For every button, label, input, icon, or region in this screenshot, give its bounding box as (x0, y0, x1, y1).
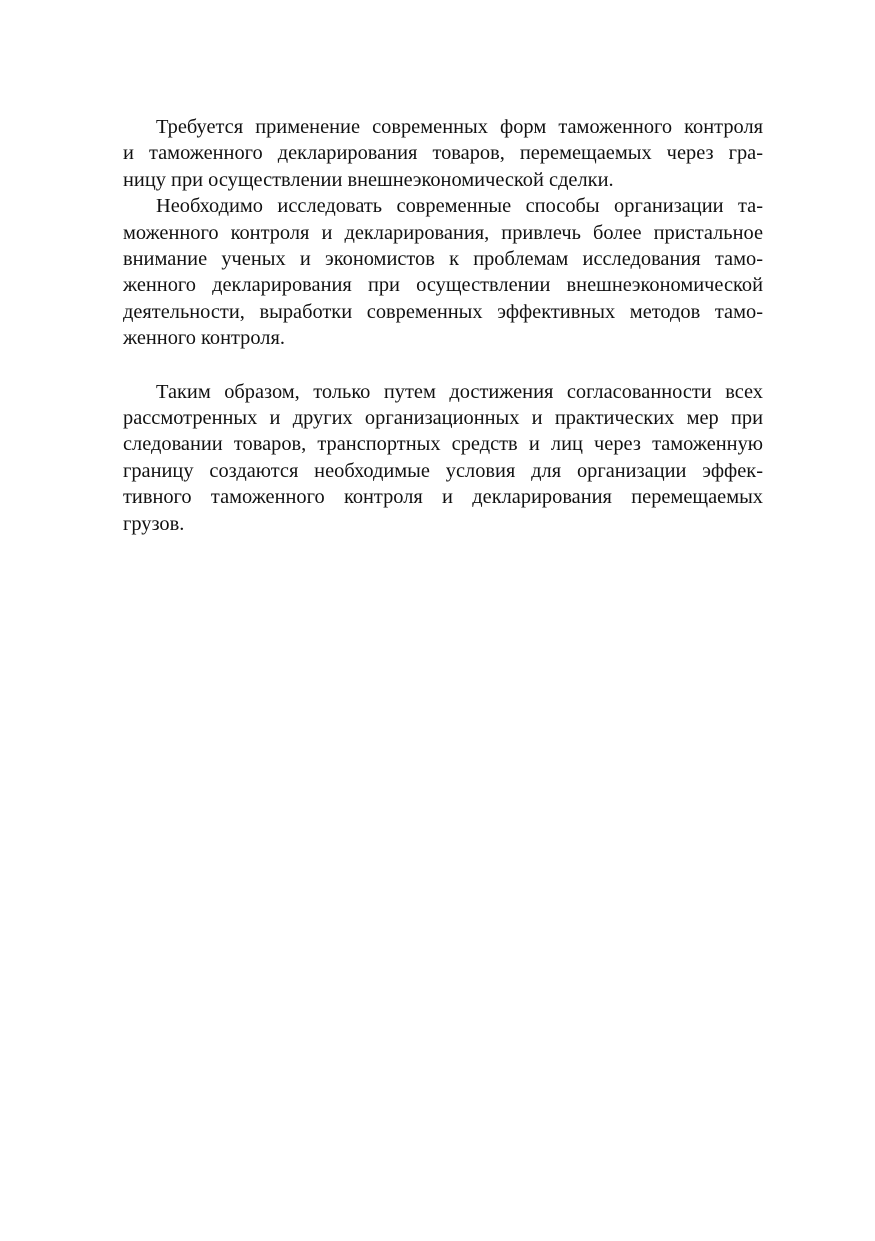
body-text (123, 114, 763, 537)
paragraph-2-line-1: Необходимо исследовать современные способы организации та- (156, 195, 763, 218)
paragraph-2-line-5: деятельности, выработки современных эффективных методов тамо- (123, 300, 763, 323)
paragraph-1-line-3: ницу при осуществлении внешнеэкономической сделки. (123, 168, 614, 191)
paragraph-2-line-6: женного контроля. (123, 327, 285, 350)
paragraph-3-line-4: границу создаются необходимые условия для организации эффек- (123, 459, 763, 482)
paragraph-3-line-6: грузов. (123, 512, 185, 535)
paragraph-1-line-2: и таможенного декларирования товаров, перемещаемых через гра- (123, 142, 763, 165)
paragraph-3-line-5: тивного таможенного контроля и декларирования перемещаемых (123, 486, 763, 509)
paragraph-gap (123, 352, 763, 379)
paragraph-2-line-2: моженного контроля и декларирования, привлечь более пристальное (123, 221, 763, 244)
paragraph-1 (123, 114, 763, 193)
paragraph-3 (123, 379, 763, 537)
paragraph-2-line-3: внимание ученых и экономистов к проблемам исследования тамо- (123, 248, 763, 271)
paragraph-3-line-3: следовании товаров, транспортных средств и лиц через таможенную (123, 433, 763, 456)
paragraph-2 (123, 193, 763, 351)
paragraph-3-line-2: рассмотренных и других организационных и практических мер при (123, 407, 763, 430)
paragraph-3-line-1: Таким образом, только путем достижения согласованности всех (156, 380, 763, 403)
paragraph-2-line-4: женного декларирования при осуществлении внешнеэкономической (123, 274, 763, 297)
paragraph-1-line-1: Требуется применение современных форм таможенного контроля (156, 116, 763, 138)
